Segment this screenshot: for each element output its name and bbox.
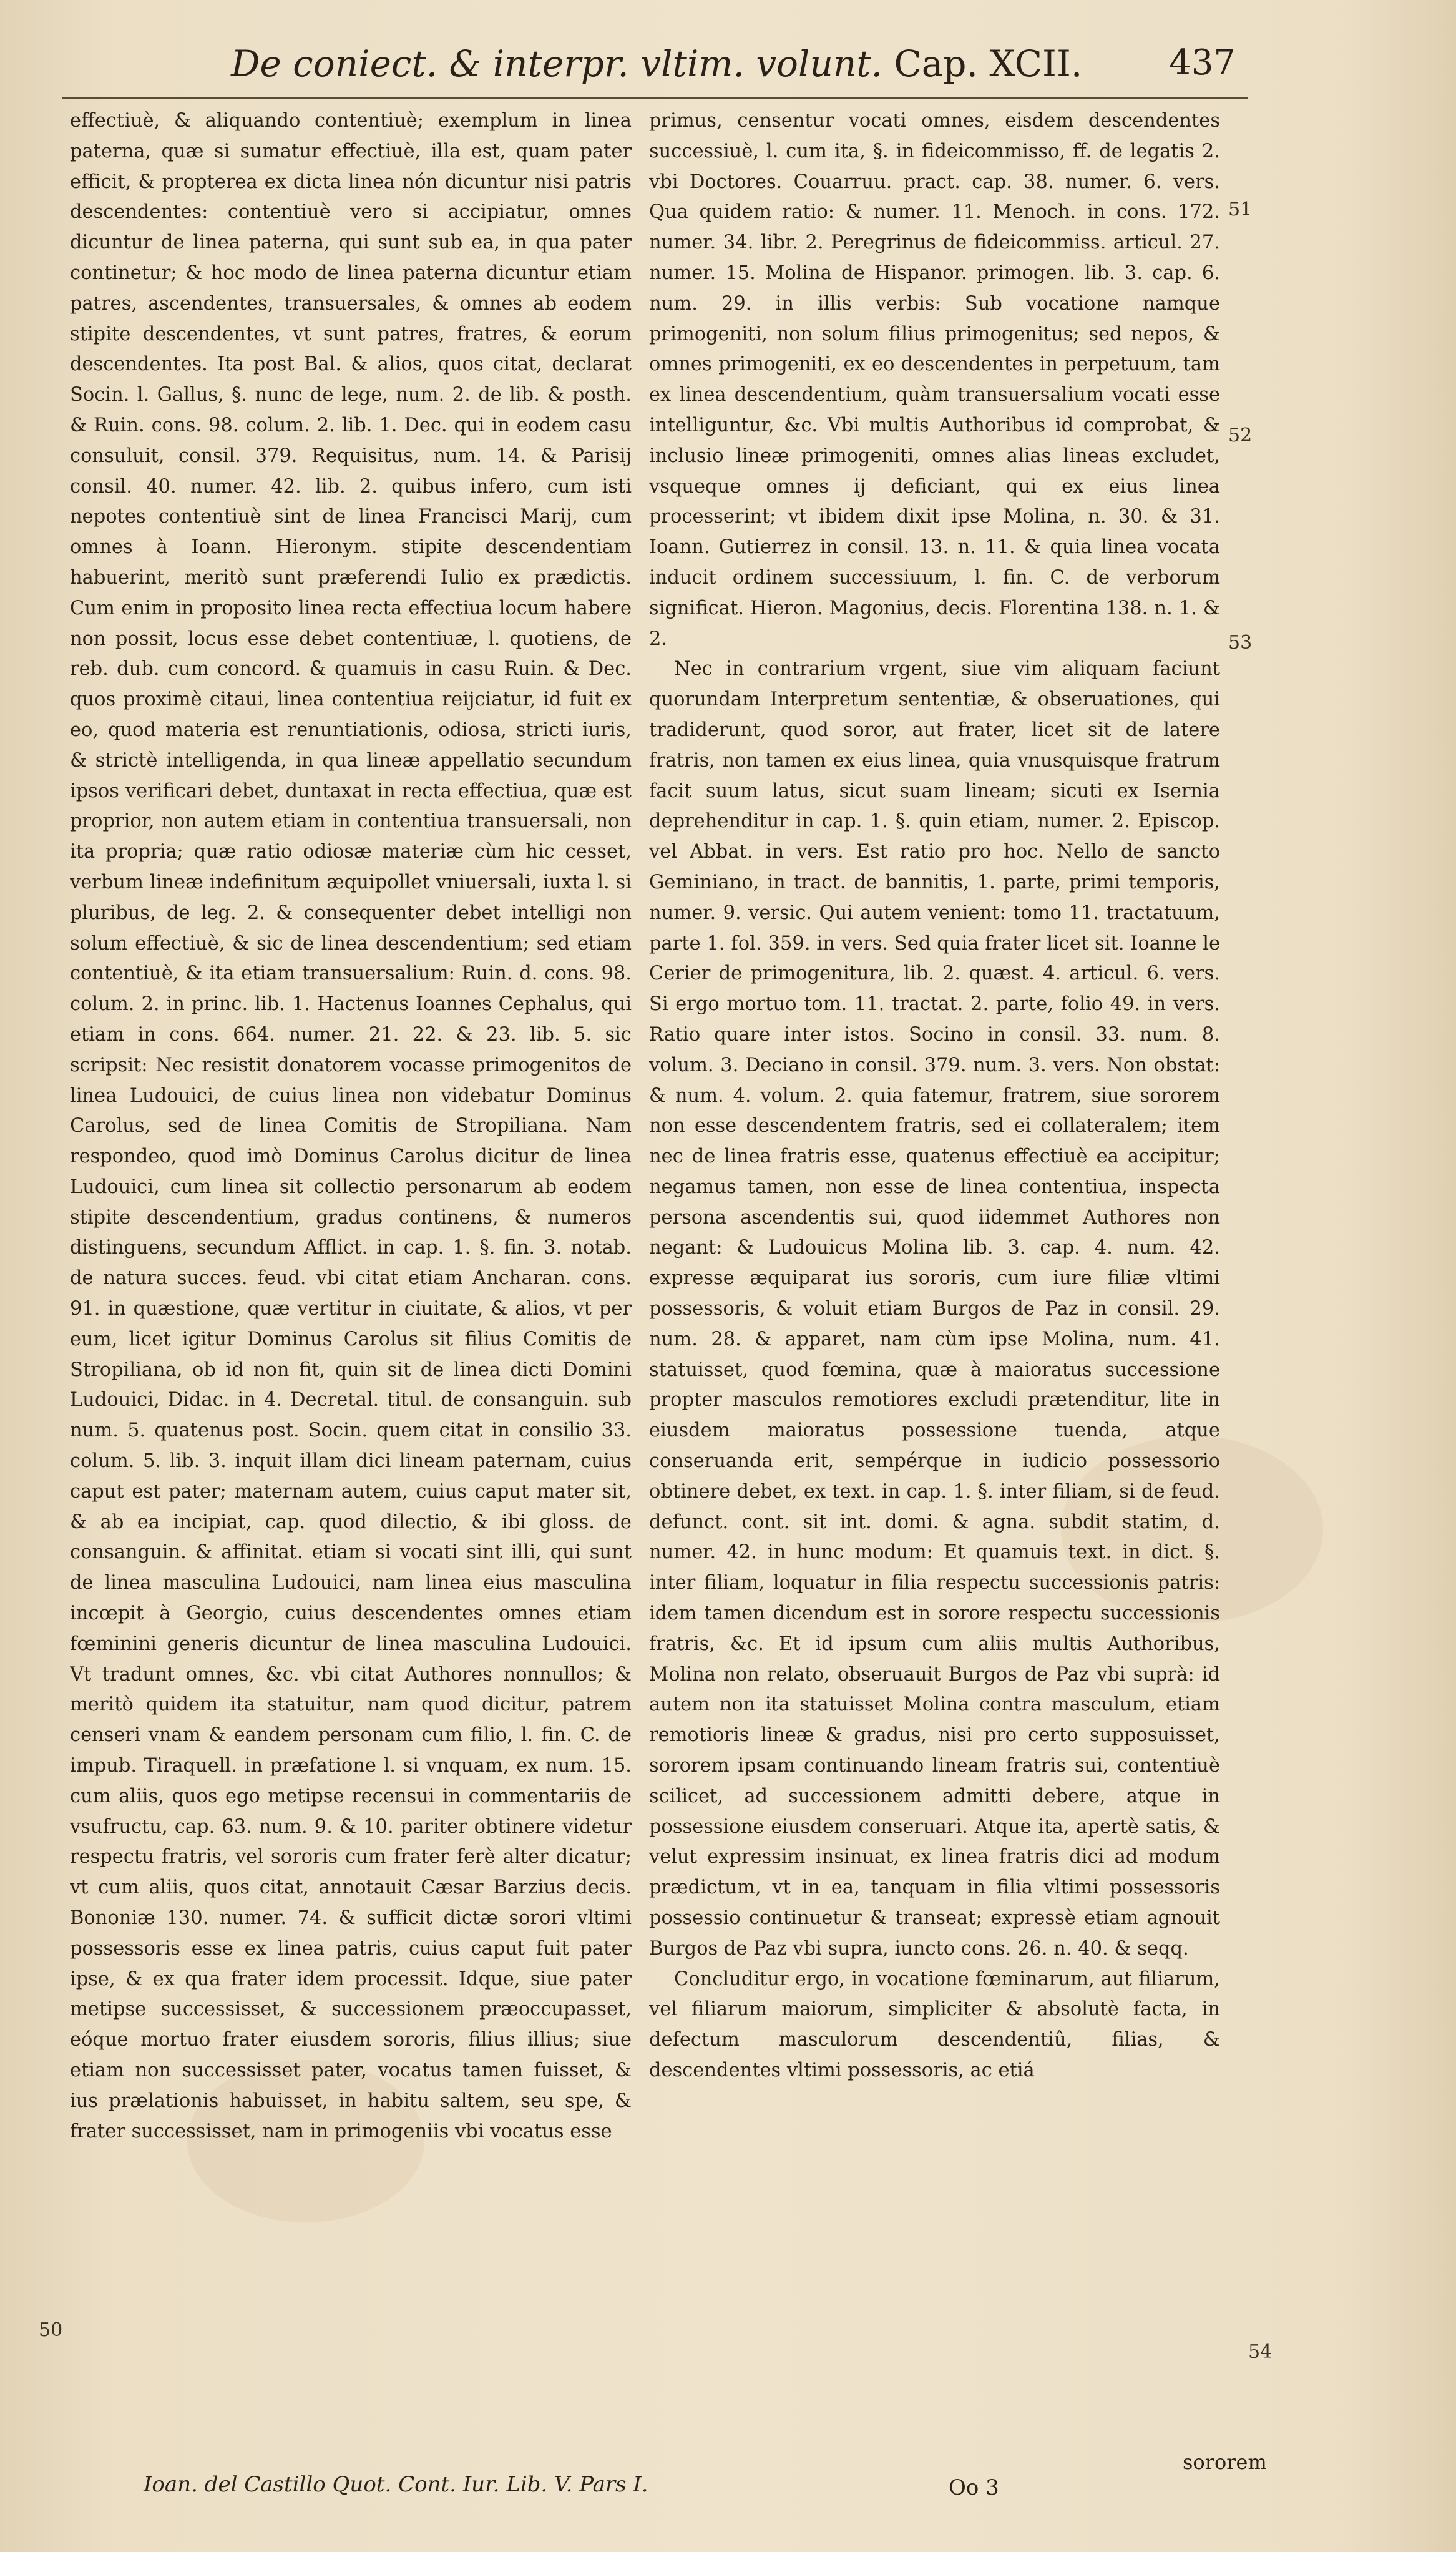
margin-number: 53: [1228, 632, 1253, 654]
right-column: [649, 106, 1220, 2466]
margin-number: 52: [1228, 425, 1253, 446]
margin-number: 54: [1248, 2341, 1273, 2363]
right-paragraph-3: Concluditur ergo, in vocatione fœminarum, aut filiarum, vel filiarum maiorum, simpliciter & absolutè facta, in defectum masculorum descendentiû, filias, & descendentes vltimi possessoris, ac etiá: [649, 1968, 1220, 2081]
header-rule: [62, 97, 1248, 99]
footer-running-title: Ioan. del Castillo Quot. Cont. Iur. Lib. V. Pars I.: [144, 2472, 648, 2497]
margin-number: 50: [39, 2319, 63, 2341]
header-title: De coniect. & interpr. vltim. volunt.: [231, 42, 882, 85]
right-paragraph-1: primus, censentur vocati omnes, eisdem descendentes successiuè, l. cum ita, §. in fideicommisso, ff. de legatis 2. vbi Doctores. Couarruu. pract. cap. 38. numer. 6. vers. Qua quidem ratio: & numer. 11. Menoch. in cons. 172. numer. 34. libr. 2. Peregrinus de fideicommiss. articul. 27. numer. 15. Molina de Hispanor. primogen. lib. 3. cap. 6. num. 29. in illis verbis: Sub vocatione namque primogeniti, non solum filius primogenitus; sed nepos, & omnes primogeniti, ex eo descendentes in perpetuum, tam ex linea descendentium, quàm transuersalium vocati esse intelliguntur, &c. Vbi multis Authoribus id comprobat, & inclusio lineæ primogeniti, omnes alias lineas excludet, vsqueque omnes ij deficiant, qui ex eius linea processerint; vt ibidem dixit ipse Molina, n. 30. & 31. Ioann. Gutierrez in consil. 13. n. 11. & quia linea vocata inducit ordinem successiuum, l. fin. C. de verborum significat. Hieron. Magonius, decis. Florentina 138. n. 1. & 2.: [649, 110, 1220, 650]
page-number: 437: [1169, 42, 1236, 83]
header-chapter: Cap. XCII.: [894, 42, 1083, 85]
running-header: [231, 42, 1236, 92]
signature-mark: Oo 3: [949, 2475, 999, 2500]
right-paragraph-2: Nec in contrarium vrgent, siue vim aliquam faciunt quorundam Interpretum sententiæ, & obseruationes, qui tradiderunt, quod soror, aut frater, licet sit de latere fratris, non tamen ex eius linea, quia vnusquisque fratrum facit suum latus, sicut suam lineam; sicuti ex Isernia deprehenditur in cap. 1. §. quin etiam, numer. 2. Episcop. vel Abbat. in vers. Est ratio pro hoc. Nello de sancto Geminiano, in tract. de bannitis, 1. parte, primi temporis, numer. 9. versic. Qui autem venient: tomo 11. tractatuum, parte 1. fol. 359. in vers. Sed quia frater licet sit. Ioanne le Cerier de primogenitura, lib. 2. quæst. 4. articul. 6. vers. Si ergo mortuo tom. 11. tractat. 2. parte, folio 49. in vers. Ratio quare inter istos. Socino in consil. 33. num. 8. volum. 3. Deciano in consil. 379. num. 3. vers. Non obstat: & num. 4. volum. 2. quia fatemur, fratrem, siue sororem non esse descendentem fratris, sed ei collateralem; item nec de linea fratris esse, quatenus effectiuè ea accipitur; negamus tamen, non esse de linea contentiua, inspecta persona ascendentis sui, quod iidemmet Authores non negant: & Ludouicus Molina lib. 3. cap. 4. num. 42. expresse æquiparat ius sororis, cum iure filiæ vltimi possessoris, & voluit etiam Burgos de Paz in consil. 29. num. 28. & apparet, nam cùm ipse Molina, num. 41. statuisset, quod fœmina, quæ à maioratus successione propter masculos remotiores excludi prætenditur, lite in eiusdem maioratus possessione tuenda, atque conseruanda erit, sempérque in iudicio possessorio obtinere debet, ex text. in cap. 1. §. inter filiam, si de feud. defunct. cont. sit int. domi. & agna. subdit statim, d. numer. 42. in hunc modum: Et quamuis text. in dict. §. inter filiam, loquatur in filia respectu successionis patris: idem tamen dicendum est in sorore respectu successionis fratris, &c. Et id ipsum cum aliis multis Authoribus, Molina non relato, obseruauit Burgos de Paz vbi suprà: id autem non ita statuisset Molina contra masculum, etiam remotioris lineæ & gradus, nisi pro certo supposuisset, sororem ipsam continuando lineam fratris sui, contentiuè scilicet, ad successionem admitti debere, atque in possessione eiusdem conseruari. Atque ita, apertè satis, & velut expressim insinuat, ex linea fratris dici ad modum prædictum, vt in ea, tanquam in filia vltimi possessoris possessio continuetur & transeat; expressè etiam agnouit Burgos de Paz vbi supra, iuncto cons. 26. n. 40. & seqq.: [649, 658, 1220, 1960]
catchword: sororem: [1183, 2450, 1267, 2474]
margin-number: 51: [1228, 199, 1253, 220]
left-column: [70, 106, 632, 2466]
left-paragraph-1: effectiuè, & aliquando contentiuè; exemplum in linea paterna, quæ si sumatur effectiuè, illa est, quam pater efficit, & propterea ex dicta linea nón dicuntur nisi patris descendentes: contentiuè vero si accipiatur, omnes dicuntur de linea paterna, qui sunt sub ea, in qua pater continetur; & hoc modo de linea paterna dicuntur etiam patres, ascendentes, transuersales, & omnes ab eodem stipite descendentes, vt sunt patres, fratres, & eorum descendentes. Ita post Bal. & alios, quos citat, declarat Socin. l. Gallus, §. nunc de lege, num. 2. de lib. & posth. & Ruin. cons. 98. colum. 2. lib. 1. Dec. qui in eodem casu consuluit, consil. 379. Requisitus, num. 14. & Parisij consil. 40. numer. 42. lib. 2. quibus infero, cum isti nepotes contentiuè sint de linea Francisci Marij, cum omnes à Ioann. Hieronym. stipite descendentiam habuerint, meritò sunt præferendi Iulio ex prædictis. Cum enim in proposito linea recta effectiua locum habere non possit, locus esse debet contentiuæ, l. quotiens, de reb. dub. cum concord. & quamuis in casu Ruin. & Dec. quos proximè citaui, linea contentiua reijciatur, id fuit ex eo, quod materia est renuntiationis, odiosa, stricti iuris, & strictè intelligenda, in qua lineæ appellatio secundum ipsos verificari debet, duntaxat in recta effectiua, quæ est proprior, non autem etiam in contentiua transuersali, non ita propria; quæ ratio odiosæ materiæ cùm hic cesset, verbum lineæ indefinitum æquipollet vniuersali, iuxta l. si pluribus, de leg. 2. & consequenter debet intelligi non solum effectiuè, & sic de linea descendentium; sed etiam contentiuè, & ita etiam transuersalium: Ruin. d. cons. 98. colum. 2. in princ. lib. 1. Hactenus Ioannes Cephalus, qui etiam in cons. 664. numer. 21. 22. & 23. lib. 5. sic scripsit: Nec resistit donatorem vocasse primogenitos de linea Ludouici, de cuius linea non videbatur Dominus Carolus, sed de linea Comitis de Stropiliana. Nam respondeo, quod imò Dominus Carolus dicitur de linea Ludouici, cum linea sit collectio personarum ab eodem stipite descendentium, gradus continens, & numeros distinguens, secundum Afflict. in cap. 1. §. fin. 3. notab. de natura succes. feud. vbi citat etiam Ancharan. cons. 91. in quæstione, quæ vertitur in ciuitate, & alios, vt per eum, licet igitur Dominus Carolus sit filius Comitis de Stropiliana, ob id non fit, quin sit de linea dicti Domini Ludouici, Didac. in 4. Decretal. titul. de consanguin. sub num. 5. quatenus post. Socin. quem citat in consilio 33. colum. 5. lib. 3. inquit illam dici lineam paternam, cuius caput est pater; maternam autem, cuius caput mater sit, & ab ea incipiat, cap. quod dilectio, & ibi gloss. de consanguin. & affinitat. etiam si vocati sint illi, qui sunt de linea masculina Ludouici, nam linea eius masculina incœpit à Georgio, cuius descendentes omnes etiam fœminini generis dicuntur de linea masculina Ludouici. Vt tradunt omnes, &c. vbi citat Authores nonnullos; & meritò quidem ita statuitur, nam quod dicitur, patrem censeri vnam & eandem personam cum filio, l. fin. C. de impub. Tiraquell. in præfatione l. si vnquam, ex num. 15. cum aliis, quos ego metipse recensui in commentariis de vsufructu, cap. 63. num. 9. & 10. pariter obtinere videtur respectu fratris, vel sororis cum frater ferè alter dicatur; vt cum aliis, quos citat, annotauit Cæsar Barzius decis. Bononiæ 130. numer. 74. & sufficit dictæ sorori vltimi possessoris esse ex linea patris, cuius caput fuit pater ipse, & ex qua frater idem processit. Idque, siue pater metipse successisset, & successionem præoccupasset, eóque mortuo frater eiusdem sororis, filius illius; siue etiam non successisset pater, vocatus tamen fuisset, & ius prælationis habuisset, in habitu saltem, seu spe, & frater successisset, nam in primogeniis vbi vocatus esse: [70, 110, 632, 2142]
